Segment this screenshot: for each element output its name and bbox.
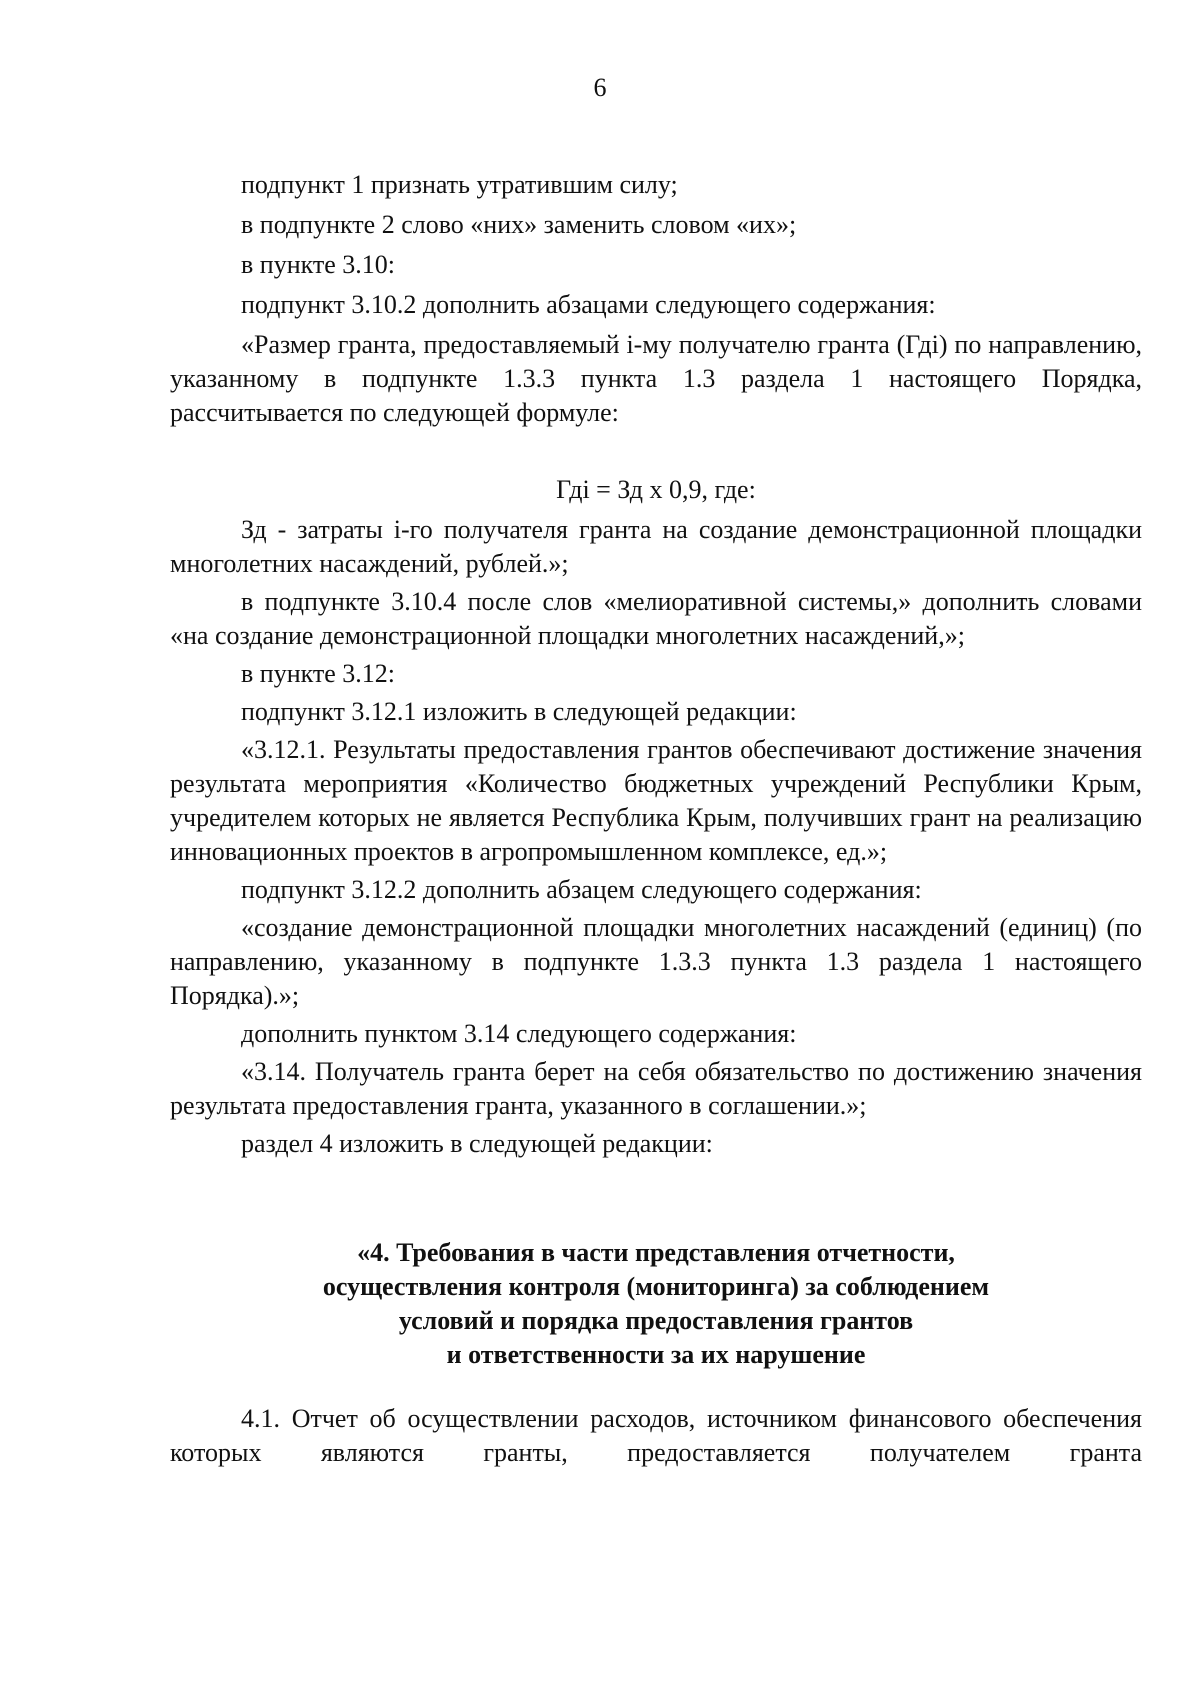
paragraph: «Размер гранта, предоставляемый i-му получателю гранта (Гдi) по направлению, указанному в подпункте 1.3.3 пункта 1.3 раздела 1 настоящего Порядка, рассчитывается по следующей формуле:	[170, 330, 1142, 427]
paragraph: в пункте 3.12:	[241, 659, 396, 688]
heading-line: осуществления контроля (мониторинга) за соблюдением	[322, 1272, 990, 1301]
paragraph: раздел 4 изложить в следующей редакции:	[241, 1129, 713, 1158]
heading-line: «4. Требования в части представления отчетности,	[357, 1238, 955, 1267]
heading-line: и ответственности за их нарушение	[446, 1340, 866, 1369]
paragraph: подпункт 3.10.2 дополнить абзацами следующего содержания:	[241, 290, 936, 319]
section-heading	[170, 1236, 1142, 1372]
formula-block	[170, 473, 1142, 507]
bottom-paragraph-block	[170, 1402, 1142, 1470]
top-paragraphs	[170, 168, 1142, 430]
middle-paragraphs	[170, 513, 1142, 1161]
paragraph: подпункт 3.12.1 изложить в следующей редакции:	[241, 697, 797, 726]
paragraph: подпункт 1 признать утратившим силу;	[241, 170, 678, 199]
paragraph: «3.14. Получатель гранта берет на себя обязательство по достижению значения результата предоставления гранта, указанного в соглашении.»;	[170, 1057, 1142, 1120]
paragraph: «3.12.1. Результаты предоставления грантов обеспечивают достижение значения результата мероприятия «Количество бюджетных учреждений Республики Крым, учредителем которых не является Республика Крым, получивших грант на реализацию инновационных проектов в агропромышленном комплексе, ед.»;	[170, 735, 1142, 866]
paragraph: в подпункте 3.10.4 после слов «мелиоративной системы,» дополнить словами «на создание демонстрационной площадки многолетних насаждений,»;	[170, 587, 1142, 650]
paragraph: в подпункте 2 слово «них» заменить словом «их»;	[241, 210, 797, 239]
paragraph: дополнить пунктом 3.14 следующего содержания:	[241, 1019, 797, 1048]
paragraph: «создание демонстрационной площадки многолетних насаждений (единиц) (по направлению, указанному в подпункте 1.3.3 пункта 1.3 раздела 1 настоящего Порядка).»;	[170, 913, 1142, 1010]
formula: Гдi = Зд х 0,9, где:	[556, 475, 756, 504]
paragraph: в пункте 3.10:	[241, 250, 396, 279]
paragraph: 4.1. Отчет об осуществлении расходов, источником финансового обеспечения которых являются гранты, предоставляется получателем гранта	[170, 1404, 1142, 1467]
paragraph: Зд - затраты i-го получателя гранта на создание демонстрационной площадки многолетних насаждений, рублей.»;	[170, 515, 1142, 578]
heading-line: условий и порядка предоставления грантов	[398, 1306, 914, 1335]
paragraph: подпункт 3.12.2 дополнить абзацем следующего содержания:	[241, 875, 922, 904]
page-number: 6	[593, 73, 607, 102]
